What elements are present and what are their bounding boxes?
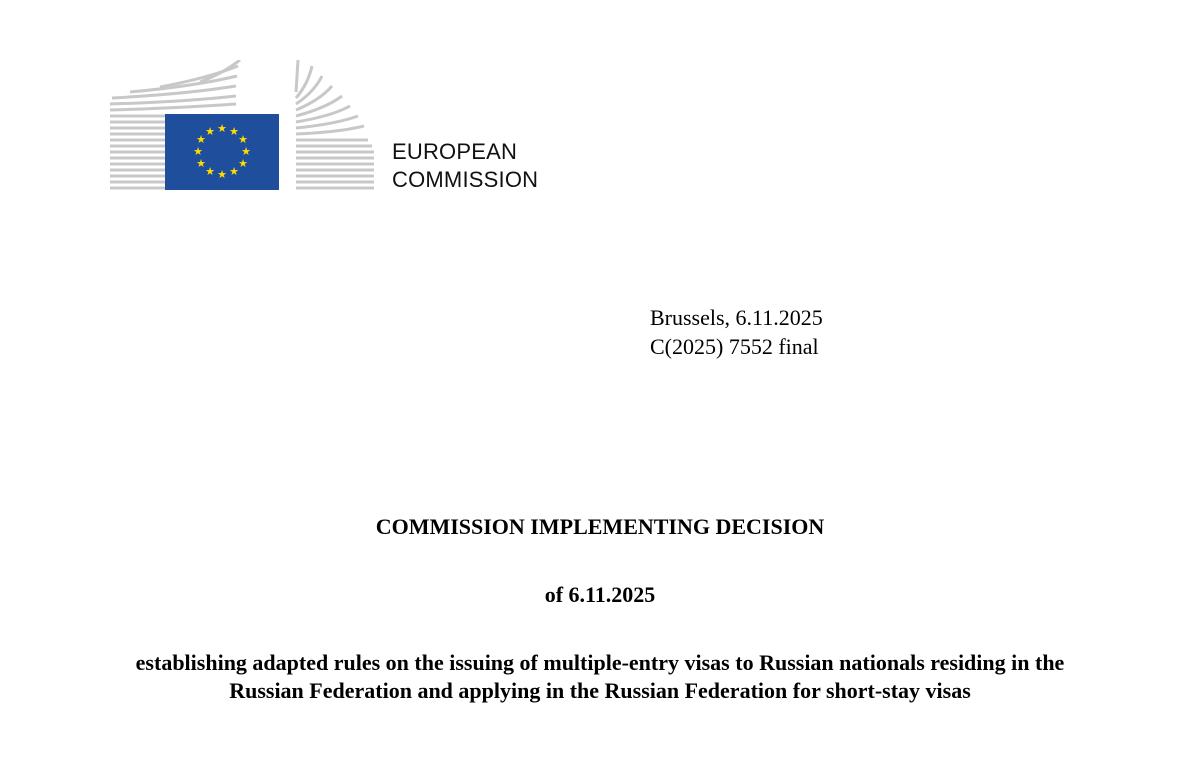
document-title: COMMISSION IMPLEMENTING DECISION xyxy=(375,514,825,539)
svg-text:★: ★ xyxy=(217,168,227,181)
document-reference: C(2025) 7552 final xyxy=(650,334,819,359)
svg-text:★: ★ xyxy=(196,133,206,146)
svg-text:★: ★ xyxy=(196,157,206,170)
svg-text:★: ★ xyxy=(238,157,248,170)
svg-text:★: ★ xyxy=(229,165,239,178)
svg-text:★: ★ xyxy=(205,165,215,178)
organization-name-line1: EUROPEAN xyxy=(392,139,518,164)
svg-text:★: ★ xyxy=(238,133,248,146)
svg-text:★: ★ xyxy=(205,125,215,138)
svg-text:★: ★ xyxy=(193,145,203,158)
svg-text:★: ★ xyxy=(241,145,251,158)
organization-name-line2: COMMISSION xyxy=(392,167,539,192)
document-subject: establishing adapted rules on the issuing of multiple-entry visas to Russian nationals residing in the Russian Federation and applying in the Russian Federation for short-stay visas xyxy=(135,650,1065,703)
document-date-line: of 6.11.2025 xyxy=(544,582,656,607)
svg-text:★: ★ xyxy=(229,125,239,138)
document-meta xyxy=(650,303,823,361)
organization-name xyxy=(392,138,538,194)
european-commission-logo-icon xyxy=(110,60,380,192)
place-date: Brussels, 6.11.2025 xyxy=(650,305,823,330)
svg-text:★: ★ xyxy=(217,122,227,135)
